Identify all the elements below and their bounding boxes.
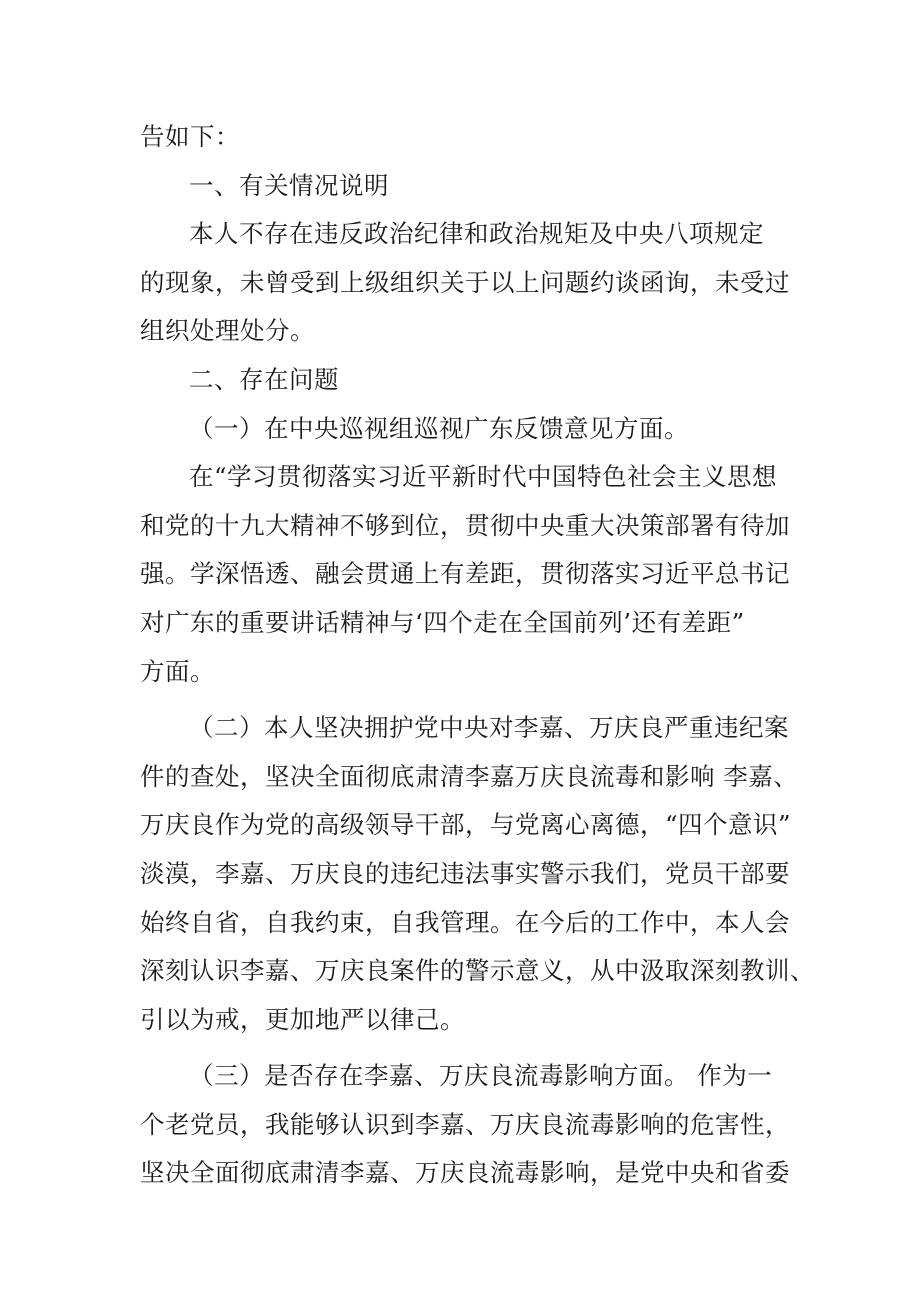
document-body [140,113,815,1198]
text-line: 深刻认识李嘉、万庆良案件的警示意义，从中汲取深刻教训、 [140,956,815,986]
paragraph-gap [140,696,780,704]
text-line: 始终自省，自我约束，自我管理。在今后的工作中，本人会 [140,907,790,937]
subsection-heading: （一）在中央巡视组巡视广东反馈意见方面。 [189,413,689,443]
text-line: 万庆良作为党的高级领导干部，与党离心离德，“四个意识” [140,810,792,840]
text-line: 淡漠，李嘉、万庆良的违纪违法事实警示我们，党员干部要 [140,858,790,888]
text-line: 告如下： [140,122,240,151]
text-line: 在“学习贯彻落实习近平新时代中国特色社会主义思想 [189,462,778,492]
text-line: 强。学深悟透、融会贯通上有差距，贯彻落实习近平总书记 [140,559,790,589]
text-line: （三）是否存在李嘉、万庆良流毒影响方面。 作为一 [189,1061,773,1091]
text-line: 方面。 [140,656,215,686]
text-line: 坚决全面彻底肃清李嘉、万庆良流毒影响，是党中央和省委 [140,1158,790,1188]
text-line: （二）本人坚决拥护党中央对李嘉、万庆良严重违纪案 [189,713,789,743]
section-heading: 二、存在问题 [189,364,339,394]
text-line: 和党的十九大精神不够到位，贯彻中央重大决策部署有待加 [140,510,790,540]
text-line: 对广东的重要讲话精神与‘四个走在全国前列’还有差距” [140,607,745,637]
paragraph-gap [140,1044,780,1052]
text-line: 个老党员，我能够认识到李嘉、万庆良流毒影响的危害性， [140,1109,790,1139]
text-line: 本人不存在违反政治纪律和政治规矩及中央八项规定 [189,219,764,249]
text-line: 的现象，未曾受到上级组织关于以上问题约谈函询，未受过 [140,267,790,297]
text-line: 件的查处，坚决全面彻底肃清李嘉万庆良流毒和影响 李嘉、 [140,761,799,791]
text-line: 引以为戒，更加地严以律己。 [140,1004,465,1034]
section-heading: 一、有关情况说明 [189,170,389,200]
text-line: 组织处理处分。 [140,316,315,346]
